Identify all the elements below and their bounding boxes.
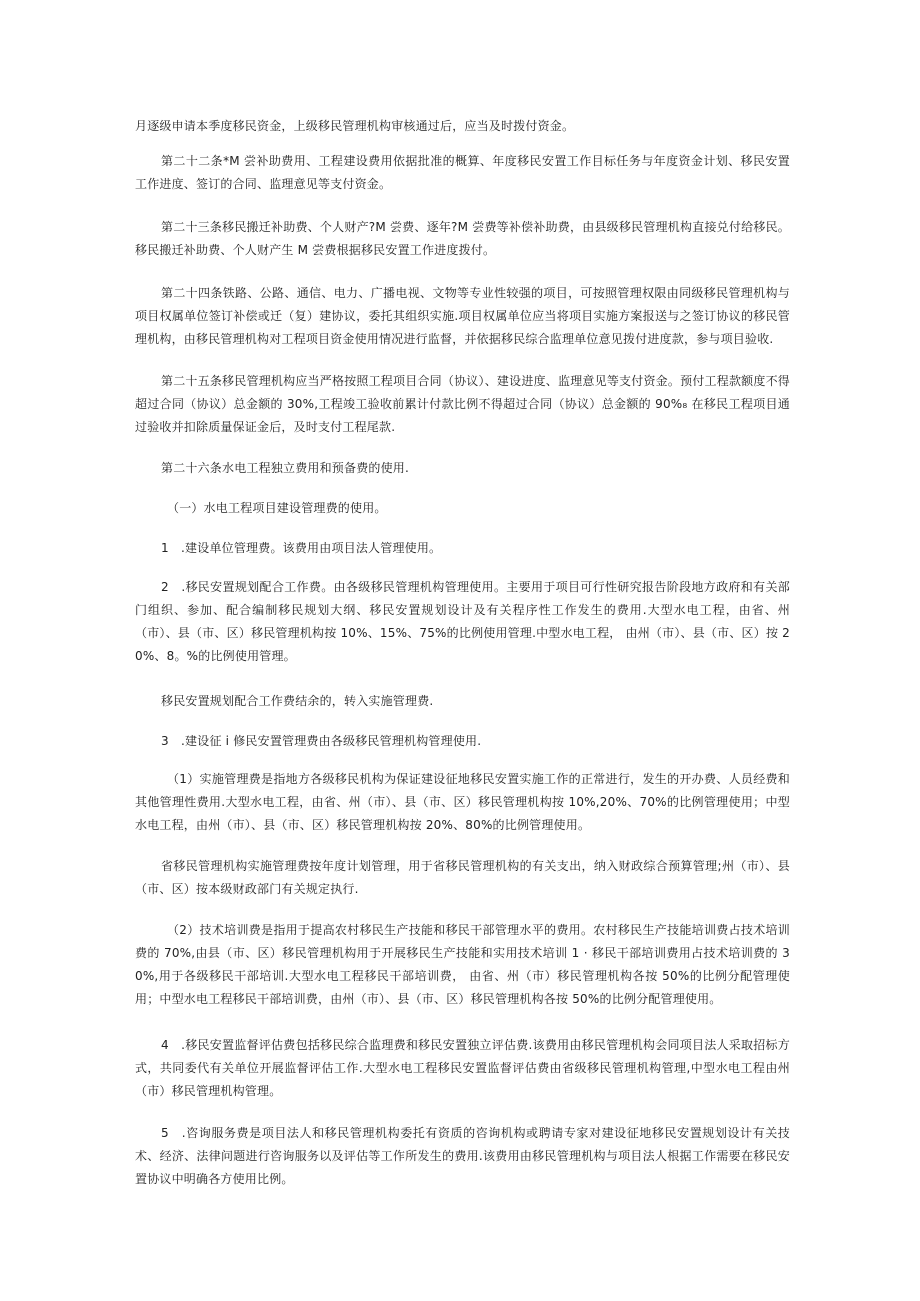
paragraph-article-23: 第二十三条移民搬迁补助费、个人财产?M 尝费、逐年?M 尝费等补偿补助费，由县级移民管理机构直接兑付给移民。移民搬迁补助费、个人财产生 M 尝费根据移民安置工作进度拨付。	[135, 220, 790, 257]
paragraph-item-3: 3 .建设征 i 修民安置管理费由各级移民管理机构管理使用.	[161, 734, 482, 748]
paragraph-article-25: 第二十五条移民管理机构应当严格按照工程项目合同（协议）、建设进度、监理意见等支付资金。预付工程款额度不得超过合同（协议）总金额的 30%,工程竣工验收前累计付款比例不得超过合同（协议）总金额的 90%₈ 在移民工程项目通过验收并扣除质量保证金后，及时支付工程尾款.	[135, 374, 790, 434]
paragraph-item-2: 2 .移民安置规划配合工作费。由各级移民管理机构管理使用。主要用于项目可行性研究报告阶段地方政府和有关部门组织、参加、配合编制移民规划大纲、移民安置规划设计及有关程序性工作发生的费用.大型水电工程，由省、州（市）、县（市、区）移民管理机构按 10%、15%、75%的比例使用管理.中型水电工程， 由州（市）、县（市、区）按 20%、8。%的比例使用管理。	[135, 580, 790, 663]
paragraph-item-4: 4 .移民安置监督评估费包括移民综合监理费和移民安置独立评估费.该费用由移民管理机构会同项目法人采取招标方式，共同委代有关单位开展监督评估工作.大型水电工程移民安置监督评估费由省级移民管理机构管理,中型水电工程由州（市）移民管理机构管理。	[135, 1038, 790, 1098]
paragraph-province: 省移民管理机构实施管理费按年度计划管理，用于省移民管理机构的有关支出，纳入财政综合预算管理;州（市）、县（市、区）按本级财政部门有关规定执行.	[135, 859, 790, 896]
paragraph-article-22: 第二十二条*M 尝补助费用、工程建设费用依据批准的概算、年度移民安置工作目标任务与年度资金计划、移民安置工作进度、签订的合同、监理意见等支付资金。	[135, 154, 790, 191]
paragraph-sub-1: （1）实施管理费是指地方各级移民机构为保证建设征地移民安置实施工作的正常进行，发生的开办费、人员经费和其他管理性费用.大型水电工程，由省、州（市）、县（市、区）移民管理机构按 10%,20%、70%的比例管理使用；中型水电工程，由州（市）、县（市、区）移民管理机构按 20%、80%的比例管理使用。	[135, 772, 790, 832]
paragraph-item-5: 5 .咨询服务费是项目法人和移民管理机构委托有资质的咨询机构或聘请专家对建设征地移民安置规划设计有关技术、经济、法律问题进行咨询服务以及评估等工作所发生的费用.该费用由移民管理机构与项目法人根据工作需要在移民安置协议中明确各方使用比例。	[135, 1126, 790, 1186]
paragraph-article-26: 第二十六条水电工程独立费用和预备费的使用.	[161, 461, 410, 475]
paragraph-1: 月逐级申请本季度移民资金，上级移民管理机构审核通过后，应当及时拨付资金。	[135, 119, 575, 133]
paragraph-surplus: 移民安置规划配合工作费结余的，转入实施管理费.	[161, 694, 434, 708]
paragraph-section-1: （一）水电工程项目建设管理费的使用。	[167, 501, 387, 515]
paragraph-sub-2: （2）技术培训费是指用于提高农村移民生产技能和移民干部管理水平的费用。农村移民生产技能培训费占技术培训费的 70%,由县（市、区）移民管理机构用于开展移民生产技能和实用技术培训 1 · 移民干部培训费用占技术培训费的 30%,用于各级移民干部培训.大型水电工程移民干部培训费， 由省、州（市）移民管理机构各按 50%的比例分配管理使用；中型水电工程移民干部培训费，由州（市）、县（市、区）移民管理机构各按 50%的比例分配管理使用。	[135, 923, 790, 1006]
paragraph-article-24: 第二十四条铁路、公路、通信、电力、广播电视、文物等专业性较强的项目，可按照管理权限由同级移民管理机构与项目权属单位签订补偿或迁（复）建协议，委托其组织实施.项目权属单位应当将项目实施方案报送与之签订协议的移民管理机构，由移民管理机构对工程项目资金使用情况进行监督，并依据移民综合监理单位意见拨付进度款，参与项目验收.	[135, 286, 790, 346]
paragraph-item-1: 1 .建设单位管理费。该费用由项目法人管理使用。	[161, 541, 442, 555]
